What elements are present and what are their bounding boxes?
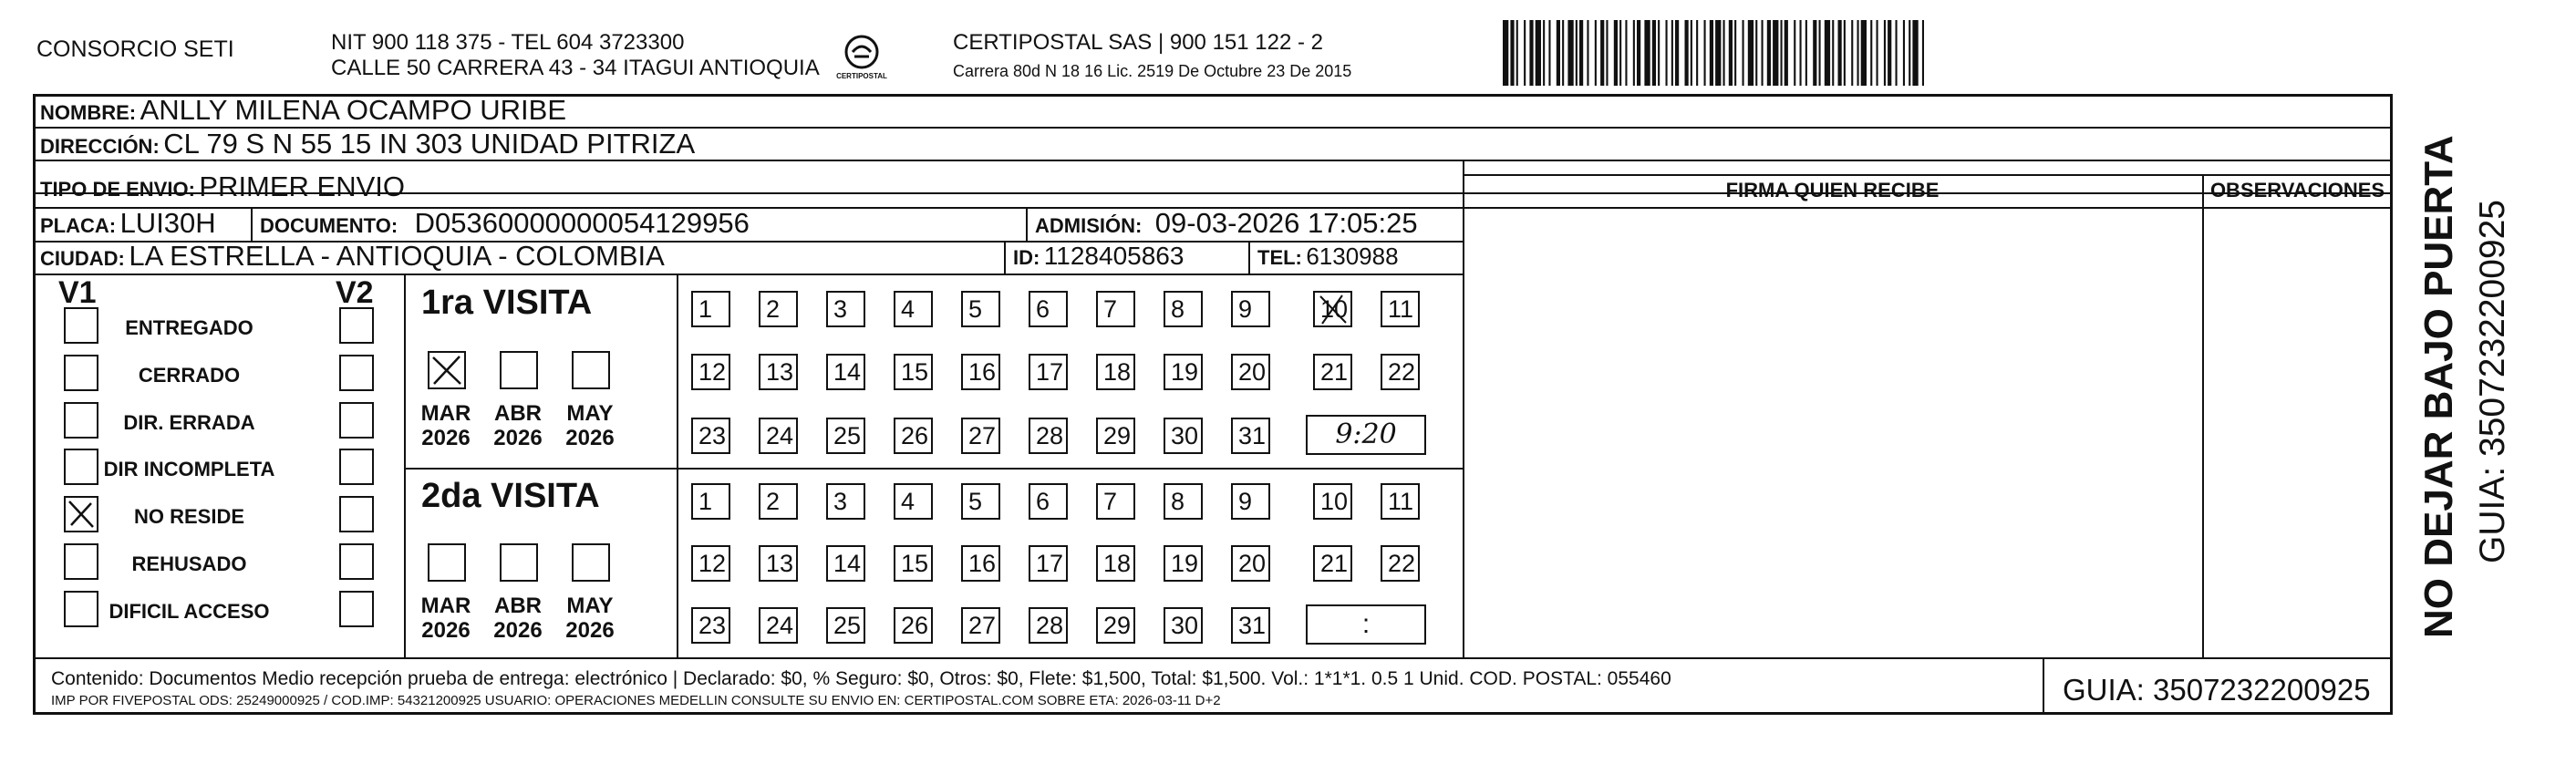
visit1-day-box[interactable]: 27 [961,418,1000,454]
visit1-day-box[interactable]: 3 [826,291,865,327]
status-option-label: DIR INCOMPLETA [103,458,275,480]
visit1-month-label: ABR 2026 [493,401,543,450]
admision-value: 09-03-2026 17:05:25 [1154,207,1418,239]
barcode-bar [1619,20,1621,86]
visit2-day-box[interactable]: 3 [826,483,865,520]
visit2-day-box[interactable]: 19 [1164,545,1203,582]
visit1-month-label: MAY 2026 [565,401,615,450]
direccion-field [40,130,695,163]
placa-field [40,207,216,243]
visit1-day-box[interactable]: 16 [961,354,1000,390]
visit1-day-box[interactable]: 20 [1231,354,1270,390]
visit2-day-box[interactable]: 5 [961,483,1000,520]
barcode-bar [1723,20,1725,86]
direccion-label: DIRECCIÓN: [40,135,160,158]
contenido-text: Contenido: Documentos Medio recepción prueba de entrega: electrónico | Declarado: $0, % Seguro: $0, Otros: $0, Flete: $1,500, Total: $1,500. Vol.: 1*1*1. 0.5 1 Unid. COD. POSTAL: 055460 [51,668,1671,689]
barcode-bar [1675,20,1679,86]
barcode-bar [1748,20,1754,86]
visit1-title: 1ra VISITA [421,284,593,322]
v1-label: V1 [58,275,97,310]
visit2-month-label: MAY 2026 [565,594,615,643]
visit1-day-box[interactable]: 25 [826,418,865,454]
barcode-bar [1884,20,1886,86]
barcode-bar [1819,20,1821,86]
visit1-day-box[interactable]: 22 [1381,354,1420,390]
status-option-label: ENTREGADO [125,316,253,339]
barcode-bar [1637,20,1640,86]
status-option-label: NO RESIDE [133,505,245,528]
side-guia-text: GUIA: 3507232200925 [2473,200,2512,563]
barcode-bar [1543,20,1545,86]
visit2-day-box[interactable]: 27 [961,607,1000,644]
visit2-day-box[interactable]: 10 [1313,483,1352,520]
v2-checkbox[interactable] [339,307,374,344]
visit1-day-box[interactable]: 5 [961,291,1000,327]
barcode-bar [1658,20,1660,86]
address-line: CALLE 50 CARRERA 43 - 34 ITAGUI ANTIOQUIA [331,56,820,80]
barcode-bar [1877,20,1878,86]
barcode-bar [1666,20,1668,86]
visit1-day-box[interactable]: 1 [691,291,730,327]
visit2-month-checkbox[interactable] [572,543,610,582]
visit1-day-box[interactable]: 30 [1164,418,1203,454]
tel-label: TEL: [1257,246,1302,269]
visit1-day-box[interactable]: 12 [691,354,730,390]
barcode-bar [1652,20,1656,86]
barcode-bar [1691,20,1692,86]
visit1-day-box[interactable]: 4 [894,291,933,327]
barcode-bar [1536,20,1541,86]
barcode-bar [1805,20,1807,86]
visit1-time[interactable] [1306,415,1426,455]
barcode-bar [1625,20,1627,86]
visit2-day-box[interactable]: 12 [691,545,730,582]
barcode-bar [1503,20,1508,86]
status-option-label: DIFICIL ACCESO [109,600,270,623]
documento-value: D05360000000054129956 [414,207,750,239]
visit2-day-box[interactable]: 28 [1029,607,1068,644]
ciudad-field [40,240,665,275]
visit1-month-label: MAR 2026 [420,401,471,450]
visit1-day-box[interactable]: 31 [1231,418,1270,454]
barcode-bar [1896,20,1898,86]
visit1-day-box[interactable]: 24 [759,418,798,454]
barcode-bar [1888,20,1891,86]
visit2-day-box[interactable]: 16 [961,545,1000,582]
visit2-day-box[interactable]: 21 [1313,545,1352,582]
placa-label: PLACA: [40,214,117,237]
barcode-bar [1903,20,1905,86]
barcode [1503,20,2223,86]
barcode-bar [1813,20,1816,86]
barcode-bar [1576,20,1578,86]
visit2-day-box[interactable]: 23 [691,607,730,644]
documento-label: DOCUMENTO: [260,214,398,237]
nombre-field [40,94,566,129]
visit2-day-box[interactable]: 6 [1029,483,1068,520]
admision-field [1035,207,1418,243]
documento-field [260,207,750,243]
v2-checkbox[interactable] [339,496,374,532]
barcode-bar [1857,20,1859,86]
visit2-month-checkbox[interactable] [428,543,466,582]
footer-guia: GUIA: 3507232200925 [2063,673,2371,707]
license-line: Carrera 80d N 18 16 Lic. 2519 De Octubre 23 De 2015 [953,62,1352,80]
visit2-day-box[interactable]: 13 [759,545,798,582]
visit1-day-box[interactable]: 6 [1029,291,1068,327]
visit1-day-box[interactable]: 8 [1164,291,1203,327]
visit1-time-value: 9:20 [1335,418,1397,450]
barcode-bar [1529,20,1533,86]
visit2-day-box[interactable]: 24 [759,607,798,644]
barcode-bar [1644,20,1650,86]
visit2-day-box[interactable]: 31 [1231,607,1270,644]
barcode-bar [1633,20,1635,86]
ciudad-value: LA ESTRELLA - ANTIOQUIA - COLOMBIA [129,240,665,272]
firma-header: FIRMA QUIEN RECIBE [1725,179,1940,201]
v2-checkbox[interactable] [339,402,374,439]
visit2-day-box[interactable]: 15 [894,545,933,582]
company-name: CONSORCIO SETI [36,36,234,62]
nombre-value: ANLLY MILENA OCAMPO URIBE [140,94,566,126]
barcode-bar [1696,20,1698,86]
tipo-value: PRIMER ENVIO [199,170,406,202]
barcode-bar [1729,20,1733,86]
visit1-day-box[interactable]: 18 [1096,354,1135,390]
visit2-day-box[interactable]: 2 [759,483,798,520]
visit1-day-box[interactable]: 15 [894,354,933,390]
visit1-day-box[interactable]: 9 [1231,291,1270,327]
barcode-bar [1767,20,1771,86]
barcode-bar [1614,20,1618,86]
id-value: 1128405863 [1043,242,1185,270]
visit1-day-box[interactable]: 26 [894,418,933,454]
barcode-bar [1710,20,1713,86]
visit2-day-box[interactable]: 18 [1096,545,1135,582]
id-field [1013,243,1184,274]
visit1-day-box[interactable]: 10 [1313,291,1352,327]
admision-label: ADMISIÓN: [1035,214,1143,237]
v2-checkbox[interactable] [339,355,374,391]
barcode-bar [1851,20,1853,86]
barcode-bar [1704,20,1706,86]
certipostal-logo [830,32,894,87]
barcode-bar [1562,20,1564,86]
visit2-day-box[interactable]: 25 [826,607,865,644]
visit2-day-box[interactable]: 8 [1164,483,1203,520]
visit1-day-box[interactable]: 23 [691,418,730,454]
visit1-day-box[interactable]: 2 [759,291,798,327]
visit1-month-checkbox[interactable] [500,351,538,389]
barcode-bar [1844,20,1846,86]
visit1-day-box[interactable]: 29 [1096,418,1135,454]
imp-text: IMP POR FIVEPOSTAL ODS: 25249000925 / COD.IMP: 54321200925 USUARIO: OPERACIONES MEDELLIN CONSULTE SU ENVIO EN: CERTIPOSTAL.COM SOBRE ETA: 2026-03-11 D+2 [51,693,1221,708]
barcode-bar [1579,20,1583,86]
barcode-bar [1567,20,1573,86]
barcode-bar [1755,20,1757,86]
visit1-day-box[interactable]: 13 [759,354,798,390]
tipo-envio-field [40,170,406,206]
visit2-day-box[interactable]: 17 [1029,545,1068,582]
visit1-day-box[interactable]: 19 [1164,354,1203,390]
barcode-bar [1825,20,1830,86]
barcode-bar [1912,20,1918,86]
side-warning [2416,135,2462,638]
logo-text: CERTIPOSTAL [836,72,887,80]
barcode-bar [1838,20,1842,86]
v2-label: V2 [336,275,374,310]
status-option-label: DIR. ERRADA [123,411,255,434]
visit1-day-box[interactable]: 17 [1029,354,1068,390]
visit2-day-box[interactable]: 29 [1096,607,1135,644]
barcode-bar [1516,20,1518,86]
barcode-bar [1606,20,1608,86]
certipostal-line: CERTIPOSTAL SAS | 900 151 122 - 2 [953,30,1323,55]
barcode-bar [1587,20,1588,86]
visit2-day-box[interactable]: 1 [691,483,730,520]
visit2-day-box[interactable]: 30 [1164,607,1203,644]
barcode-bar [1685,20,1689,86]
barcode-bar [1762,20,1764,86]
barcode-bar [1548,20,1550,86]
barcode-bar [1785,20,1788,86]
visit2-day-box[interactable]: 4 [894,483,933,520]
barcode-bar [1773,20,1778,86]
tel-field [1257,243,1399,274]
visit2-day-box[interactable]: 14 [826,545,865,582]
barcode-bar [1600,20,1604,86]
id-label: ID: [1013,246,1040,269]
visit1-day-box[interactable]: 21 [1313,354,1352,390]
status-option-label: REHUSADO [131,552,247,575]
visit2-month-label: ABR 2026 [493,594,543,643]
visit2-day-box[interactable]: 9 [1231,483,1270,520]
visit1-month-checkbox[interactable] [428,351,466,389]
ciudad-label: CIUDAD: [40,247,125,270]
visit2-day-box[interactable]: 7 [1096,483,1135,520]
visit2-day-box[interactable]: 26 [894,607,933,644]
visit1-day-box[interactable]: 28 [1029,418,1068,454]
barcode-bar [1800,20,1802,86]
visit1-day-box[interactable]: 11 [1381,291,1420,327]
barcode-bar [1595,20,1597,86]
side-guia [2473,200,2513,563]
barcode-bar [1557,20,1560,86]
visit1-day-box[interactable]: 14 [826,354,865,390]
visit2-month-checkbox[interactable] [500,543,538,582]
barcode-bar [1524,20,1526,86]
visit2-day-box[interactable]: 22 [1381,545,1420,582]
barcode-bar [1715,20,1721,86]
visit2-day-box[interactable]: 20 [1231,545,1270,582]
visit2-day-box[interactable]: 11 [1381,483,1420,520]
placa-value: LUI30H [119,207,216,239]
barcode-bar [1922,20,1924,86]
visit2-title: 2da VISITA [421,477,600,515]
v2-checkbox[interactable] [339,591,374,627]
tipo-label: TIPO DE ENVIO: [40,178,195,201]
barcode-bar [1861,20,1867,86]
tel-value: 6130988 [1306,243,1399,270]
v2-checkbox[interactable] [339,543,374,580]
barcode-bar [1794,20,1795,86]
v2-checkbox[interactable] [339,449,374,485]
nombre-label: NOMBRE: [40,101,137,124]
barcode-bar [1734,20,1736,86]
visit1-month-checkbox[interactable] [572,351,610,389]
no-dejar-text: NO DEJAR BAJO PUERTA [2416,135,2461,638]
visit2-time[interactable] [1306,604,1426,645]
barcode-bar [1510,20,1514,86]
barcode-bar [1671,20,1673,86]
visit1-day-box[interactable]: 7 [1096,291,1135,327]
barcode-bar [1870,20,1872,86]
status-option-label: CERRADO [138,364,241,387]
visit2-time-value: : [1361,609,1371,639]
observaciones-header: OBSERVACIONES [2209,179,2385,201]
direccion-value: CL 79 S N 55 15 IN 303 UNIDAD PITRIZA [163,128,696,160]
barcode-bar [1743,20,1744,86]
visit2-month-label: MAR 2026 [420,594,471,643]
nit-line: NIT 900 118 375 - TEL 604 3723300 [331,30,685,55]
barcode-bar [1909,20,1910,86]
barcode-bar [1832,20,1834,86]
barcode-bar [1781,20,1783,86]
